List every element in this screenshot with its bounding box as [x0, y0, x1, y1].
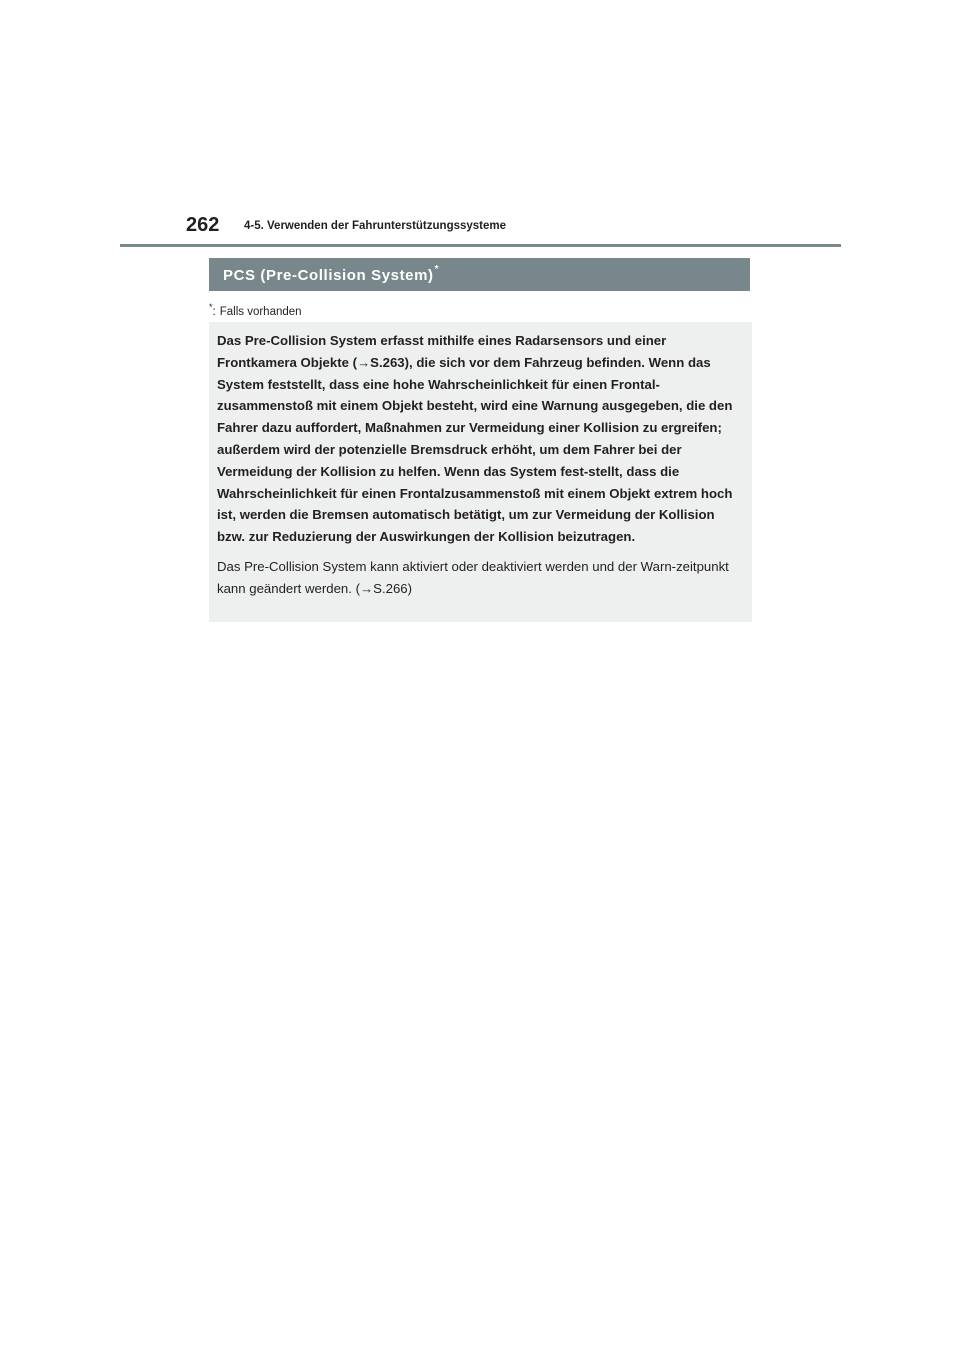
- footnote: [209, 302, 302, 318]
- footnote-separator: :: [212, 305, 216, 318]
- info-box: [209, 322, 752, 622]
- section-title: [223, 263, 440, 284]
- section-banner: [209, 258, 750, 291]
- section-title-marker: *: [434, 263, 440, 275]
- footnote-marker: *: [209, 302, 213, 312]
- chapter-title: 4-5. Verwenden der Fahrunterstützungssysteme: [244, 220, 507, 232]
- header-rule: [120, 244, 841, 247]
- footnote-text: Falls vorhanden: [219, 305, 302, 318]
- section-title-text: PCS (Pre-Collision System): [223, 266, 434, 284]
- page-number: 262: [186, 214, 220, 236]
- body-paragraph: Das Pre-Collision System kann aktiviert oder deaktiviert werden und der Warn-zeitpunkt kann geändert werden. (→S.266): [217, 558, 729, 596]
- lead-paragraph: Das Pre-Collision System erfasst mithilfe eines Radarsensors und einer Frontkamera Objekte (→S.263), die sich vor dem Fahrzeug befinden. Wenn das System feststellt, dass eine hohe Wahrscheinlichkeit für einen Frontal-zusammenstoß mit einem Objekt besteht, wird eine Warnung ausgegeben, die den Fahrer dazu auffordert, Maßnahmen zur Vermeidung einer Kollision zu ergreifen; außerdem wird der potenzielle Bremsdruck erhöht, um dem Fahrer bei der Vermeidung der Kollision zu helfen. Wenn das System fest-stellt, dass die Wahrscheinlichkeit für einen Frontalzusammenstoß mit einem Objekt extrem hoch ist, werden die Bremsen automatisch betätigt, um zur Vermeidung der Kollision bzw. zur Reduzierung der Auswirkungen der Kollision beizutragen.: [217, 333, 733, 545]
